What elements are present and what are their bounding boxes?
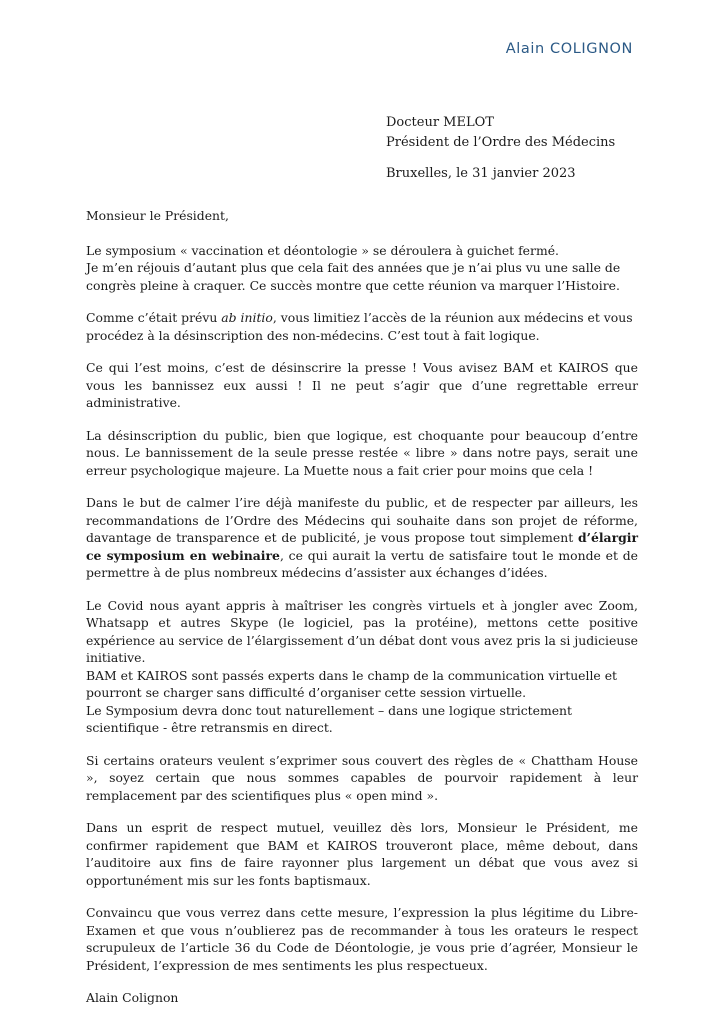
paragraph-5 [86, 494, 638, 582]
paragraph-1 [86, 242, 638, 295]
recipient-block [386, 113, 615, 153]
signature: Alain Colignon [86, 990, 179, 1005]
letter-date: Bruxelles, le 31 janvier 2023 [386, 166, 576, 181]
paragraph-2-text-b: , vous limitiez l’accès de la réunion aux médecins et vous procédez à la désinscription des non-médecins. C’est tout à fait logique. [86, 310, 633, 343]
paragraph-5-bold: d’élargir ce symposium en webinaire [86, 530, 638, 563]
letterhead-name: Alain COLIGNON [505, 41, 633, 57]
paragraph-6 [86, 597, 638, 737]
paragraph-9: Convaincu que vous verrez dans cette mesure, l’expression la plus légitime du Libre-Examen et que vous n’oublierez pas de recommander à tous les orateurs le respect scrupuleux de l’article 36 du Code de Déontologie, je vous prie d’agréer, Monsieur le Président, l’expression de mes sentiments les plus respectueux. [86, 905, 638, 973]
paragraph-3: Ce qui l’est moins, c’est de désinscrire la presse ! Vous avisez BAM et KAIROS que vous les bannissez eux aussi ! Il ne peut s’agir que d’une regrettable erreur administrative. [86, 360, 638, 410]
paragraph-7: Si certains orateurs veulent s’exprimer sous couvert des règles de « Chattham House », soyez certain que nous sommes capables de pourvoir rapidement à leur remplacement par des scientifiques plus « open mind ». [86, 752, 638, 803]
paragraph-8: Dans un esprit de respect mutuel, veuillez dès lors, Monsieur le Président, me confirmer rapidement que BAM et KAIROS trouveront place, même debout, dans l’auditoire aux fins de faire rayonner plus largement un débat que vous avez si opportunément mis sur les fonts baptismaux. [86, 820, 638, 888]
letter-body [86, 207, 638, 1022]
recipient-name: Docteur MELOT [386, 115, 494, 130]
paragraph-5-text-b: , ce qui aurait la vertu de satisfaire tout le monde et de permettre à de plus nombreux médecins d’assister aux échanges d’idées. [86, 547, 638, 580]
paragraph-6-line-1: Le Covid nous ayant appris à maîtriser les congrès virtuels et à jongler avec Zoom, Whatsapp et autres Skype (le logiciel, pas la protéine), mettons cette positive expérience au service de l’élargissement d’un débat dont vous avez pris la si judicieuse initiative. [86, 597, 638, 665]
paragraph-1-line-1: Le symposium « vaccination et déontologie » se déroulera à guichet fermé. [86, 242, 559, 258]
paragraph-2 [86, 309, 638, 344]
paragraph-5-text-a: Dans le but de calmer l’ire déjà manifeste du public, et de respecter par ailleurs, les recommandations de l’Ordre des Médecins qui souhaite dans son projet de réforme, davantage de transparence et de publicité, je vous propose tout simplement [86, 495, 638, 545]
salutation: Monsieur le Président, [86, 208, 229, 223]
paragraph-1-line-2: Je m’en réjouis d’autant plus que cela fait des années que je n’ai plus vu une salle de congrès pleine à craquer. Ce succès montre que cette réunion va marquer l’Histoire. [86, 260, 621, 293]
paragraph-2-italic: ab initio [221, 310, 273, 325]
paragraph-4: La désinscription du public, bien que logique, est choquante pour beaucoup d’entre nous. Le bannissement de la seule presse restée « libre » dans notre pays, serait une erreur psychologique majeure. La Muette nous a fait crier pour moins que cela ! [86, 427, 638, 478]
recipient-title: Président de l’Ordre des Médecins [386, 135, 616, 150]
paragraph-6-line-3: Le Symposium devra donc tout naturellement – dans une logique strictement scientifique - être retransmis en direct. [86, 702, 573, 735]
paragraph-6-line-2: BAM et KAIROS sont passés experts dans le champ de la communication virtuelle et pourront se charger sans difficulté d’organiser cette session virtuelle. [86, 667, 618, 700]
paragraph-2-text-a: Comme c’était prévu [86, 310, 222, 325]
